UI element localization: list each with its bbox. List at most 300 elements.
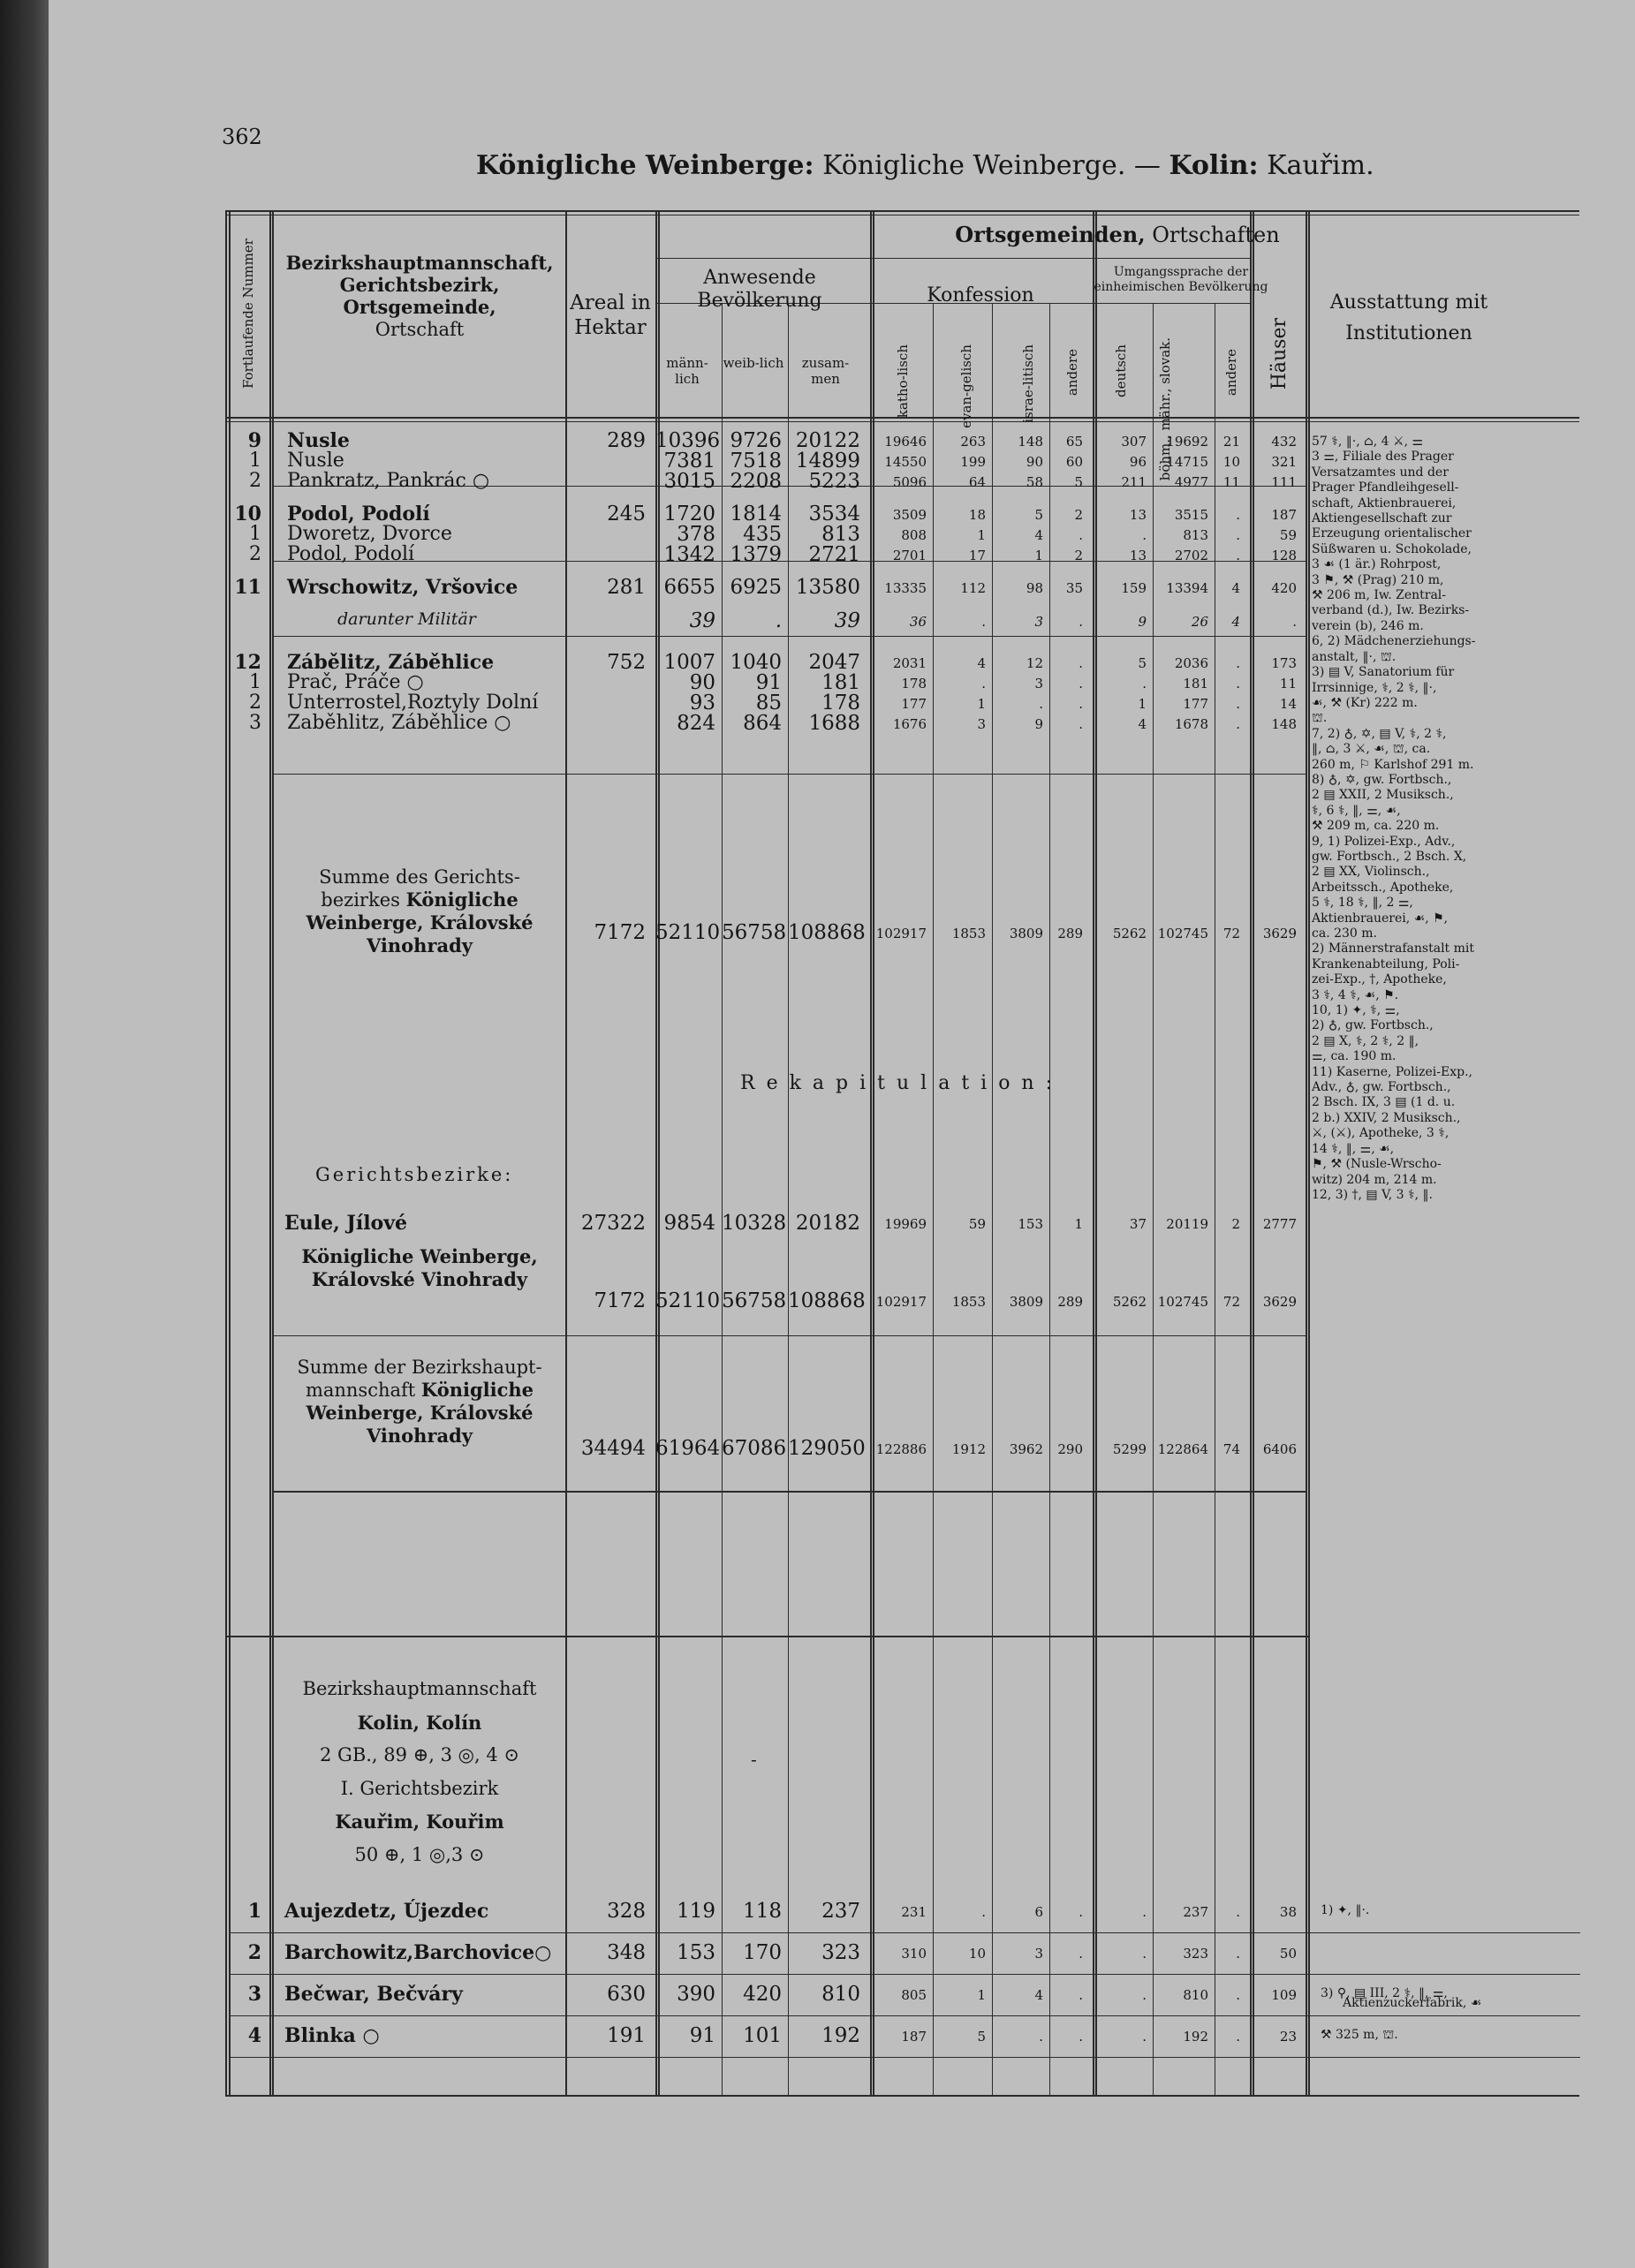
cell-kath: 2701 bbox=[892, 548, 927, 563]
note-line: 2 b.) XXIV, 2 Musiksch., bbox=[1312, 1110, 1461, 1125]
header-lfd-nr: Fortlaufende Nummer bbox=[240, 238, 256, 389]
table-rule bbox=[658, 210, 660, 2095]
cell-w: 864 bbox=[743, 712, 782, 735]
cell-evang: 59 bbox=[968, 1216, 986, 1232]
cell-kath: 13335 bbox=[884, 580, 927, 596]
cell-deutsch: 4 bbox=[1138, 716, 1147, 732]
ortschaft-name: Prač, Práče ○ bbox=[287, 671, 424, 693]
cell-and1: 2 bbox=[1074, 548, 1083, 563]
cell-isr: 4 bbox=[1034, 527, 1043, 543]
cell-and2: . bbox=[1236, 655, 1240, 671]
cell-areal: 191 bbox=[607, 2024, 646, 2047]
cell-haeuser: 3629 bbox=[1262, 1294, 1297, 1310]
cell-m: 153 bbox=[677, 1941, 715, 1964]
gerichtsbezirke-label: Gerichtsbezirke: bbox=[315, 1164, 514, 1185]
cell-z: 20122 bbox=[795, 429, 860, 452]
cell-haeuser: 3629 bbox=[1262, 926, 1297, 941]
cell-haeuser: 23 bbox=[1279, 2029, 1297, 2045]
header-weiblich: weib-lich bbox=[723, 355, 784, 371]
cell-boehm: 237 bbox=[1183, 1904, 1208, 1920]
row-number: 3 bbox=[249, 712, 261, 734]
header-andere: andere bbox=[1064, 349, 1080, 397]
note-line: 7, 2) ♁, ✡, ▤ V, ⚕, 2 ⚕, bbox=[1312, 726, 1447, 741]
ortschaft-name: Pankratz, Pankrác ○ bbox=[287, 470, 490, 492]
cell-isr: 3 bbox=[1034, 676, 1043, 692]
note-line: ⚕, 6 ⚕, ‖, ⚌, ☙, bbox=[1312, 803, 1401, 818]
cell-deutsch: . bbox=[1142, 676, 1147, 692]
table-rule bbox=[229, 2015, 1580, 2016]
note-line: ⚌, ca. 190 m. bbox=[1312, 1049, 1397, 1064]
cell-m: 119 bbox=[677, 1900, 715, 1923]
cell-haeuser: . bbox=[1292, 614, 1297, 630]
cell-haeuser: 2777 bbox=[1262, 1216, 1297, 1232]
cell-m: 1720 bbox=[663, 503, 715, 525]
cell-deutsch: 307 bbox=[1121, 434, 1147, 450]
cell-boehm: 177 bbox=[1183, 696, 1208, 712]
cell-areal: 7172 bbox=[594, 921, 646, 944]
cell-m: 10396 bbox=[655, 429, 721, 452]
cell-z: 108868 bbox=[788, 1289, 866, 1312]
cell-and2: . bbox=[1236, 716, 1240, 732]
ortschaft-name: Blinka ○ bbox=[284, 2024, 380, 2047]
cell-kath: 36 bbox=[909, 614, 927, 630]
cell-isr: 3 bbox=[1034, 1946, 1043, 1962]
cell-areal: 348 bbox=[607, 1941, 646, 1964]
cell-evang: 1 bbox=[977, 1987, 986, 2003]
cell-deutsch: 1 bbox=[1138, 696, 1147, 712]
cell-z: 323 bbox=[821, 1941, 860, 1964]
cell-deutsch: . bbox=[1142, 527, 1147, 543]
cell-z: 14899 bbox=[795, 450, 860, 472]
cell-and1: . bbox=[1079, 1987, 1083, 2003]
cell-areal: 752 bbox=[607, 651, 646, 674]
cell-m: 378 bbox=[677, 523, 715, 546]
cell-m: 1342 bbox=[663, 543, 715, 566]
note-line: 2 Bsch. IX, 3 ▤ (1 d. u. bbox=[1312, 1095, 1456, 1110]
cell-and2: 11 bbox=[1222, 474, 1240, 490]
cell-m: 9854 bbox=[663, 1212, 715, 1235]
table-rule bbox=[229, 1974, 1580, 1975]
cell-and1: 289 bbox=[1057, 926, 1083, 941]
cell-evang: 1 bbox=[977, 696, 986, 712]
cell-m: 39 bbox=[689, 609, 715, 632]
cell-boehm: 181 bbox=[1183, 676, 1208, 692]
book-binding bbox=[0, 0, 49, 2268]
table-rule bbox=[1049, 303, 1050, 2095]
kolin-note-extra: Aktienzuckerfabrik, ☙ bbox=[1343, 1996, 1482, 2010]
table-rule bbox=[1093, 210, 1094, 2095]
cell-deutsch: 13 bbox=[1129, 507, 1147, 523]
cell-m: 824 bbox=[677, 712, 715, 735]
cell-deutsch: 5262 bbox=[1112, 926, 1147, 941]
ortschaft-name: Dworetz, Dvorce bbox=[287, 523, 452, 545]
note-line: gw. Fortbsch., 2 Bsch. X, bbox=[1312, 849, 1467, 864]
cell-m: 6655 bbox=[663, 576, 715, 599]
cell-kath: 1676 bbox=[892, 716, 927, 732]
cell-and2: . bbox=[1236, 527, 1240, 543]
cell-boehm: 1678 bbox=[1174, 716, 1208, 732]
cell-isr: 3809 bbox=[1009, 1294, 1043, 1310]
cell-w: . bbox=[775, 609, 782, 632]
cell-isr: 90 bbox=[1026, 454, 1043, 470]
ortschaft-name: Barchowitz,Barchovice○ bbox=[284, 1941, 552, 1964]
table-rule bbox=[229, 2057, 1580, 2058]
cell-isr: . bbox=[1039, 2029, 1043, 2045]
table-rule bbox=[873, 210, 874, 2095]
cell-z: 181 bbox=[821, 671, 860, 694]
note-line: 10, 1) ✦, ⚕, ⚌, bbox=[1312, 1003, 1400, 1018]
ortschaft-name: Aujezdetz, Újezdec bbox=[284, 1900, 489, 1923]
row-number: 12 bbox=[234, 651, 261, 674]
cell-and2: . bbox=[1236, 1946, 1240, 1962]
cell-areal: 328 bbox=[607, 1900, 646, 1923]
note-line: ca. 230 m. bbox=[1312, 926, 1377, 941]
cell-boehm: 810 bbox=[1183, 1987, 1208, 2003]
title-part: Kolin: bbox=[1169, 150, 1259, 181]
page-title bbox=[476, 150, 1374, 181]
cell-and2: . bbox=[1236, 1904, 1240, 1920]
table-rule bbox=[933, 303, 934, 2095]
summe-gerichtsbezirk: Summe des Gerichts- bezirkes Königliche Weinberge, Královské Vinohrady bbox=[306, 866, 534, 956]
cell-evang: 10 bbox=[968, 1946, 986, 1962]
cell-isr: 148 bbox=[1018, 434, 1043, 450]
ortschaft-name: Zaběhlitz, Záběhlice ○ bbox=[287, 712, 511, 734]
note-line: 3) ▤ V, Sanatorium für bbox=[1312, 665, 1455, 680]
note-line: ⛫. bbox=[1312, 711, 1328, 726]
ortschaft-name: Wrschowitz, Vršovice bbox=[287, 576, 519, 599]
cell-w: 6925 bbox=[730, 576, 782, 599]
ortschaft-name: darunter Militär bbox=[337, 609, 476, 629]
cell-deutsch: 159 bbox=[1121, 580, 1147, 596]
cell-w: 7518 bbox=[730, 450, 782, 472]
note-line: ‖, ⌂, 3 ⚔, ☙, ⛫, ca. bbox=[1312, 742, 1431, 757]
table-rule bbox=[1153, 303, 1154, 2095]
note-line: ⚔, (⚔), Apotheke, 3 ⚕, bbox=[1312, 1126, 1450, 1141]
cell-haeuser: 187 bbox=[1271, 507, 1297, 523]
cell-w: 118 bbox=[743, 1900, 782, 1923]
cell-boehm: 19692 bbox=[1166, 434, 1208, 450]
note-line: 5 ⚕, 18 ⚕, ‖, 2 ⚌, bbox=[1312, 896, 1413, 911]
dash-mark: - bbox=[751, 1749, 757, 1770]
cell-and1: 290 bbox=[1057, 1441, 1083, 1457]
cell-z: 129050 bbox=[788, 1437, 866, 1460]
cell-w: 435 bbox=[743, 523, 782, 546]
table-rule bbox=[1250, 210, 1252, 2095]
ortschaft-name: Podol, Podolí bbox=[287, 503, 430, 525]
cell-deutsch: 37 bbox=[1129, 1216, 1147, 1232]
table-rule bbox=[272, 1491, 1306, 1493]
cell-w: 91 bbox=[755, 671, 782, 694]
cell-and2: . bbox=[1236, 2029, 1240, 2045]
cell-isr: 4 bbox=[1034, 1987, 1043, 2003]
note-line: Süßwaren u. Schokolade, bbox=[1312, 541, 1472, 556]
cell-z: 3534 bbox=[808, 503, 860, 525]
cell-kath: 5096 bbox=[892, 474, 927, 490]
cell-deutsch: . bbox=[1142, 1946, 1147, 1962]
cell-isr: 3962 bbox=[1009, 1441, 1043, 1457]
row-number: 2 bbox=[247, 1941, 261, 1964]
cell-kath: 102917 bbox=[875, 926, 927, 941]
note-line: ⚑, ⚒ (Nusle-Wrscho- bbox=[1312, 1157, 1442, 1172]
cell-evang: 17 bbox=[968, 548, 986, 563]
cell-isr: 58 bbox=[1026, 474, 1043, 490]
cell-evang: 3 bbox=[977, 716, 986, 732]
note-line: zei-Exp., †, Apotheke, bbox=[1312, 972, 1447, 987]
row-number: 10 bbox=[234, 503, 261, 525]
note-line: ⚒ 209 m, ca. 220 m. bbox=[1312, 819, 1440, 834]
ausstattung-note: 1) ✦, ‖·. bbox=[1321, 1903, 1370, 1917]
cell-and1: 65 bbox=[1065, 434, 1083, 450]
cell-deutsch: 9 bbox=[1138, 614, 1147, 630]
table-rule bbox=[655, 210, 657, 2095]
note-line: verein (b), 246 m. bbox=[1312, 618, 1424, 633]
cell-evang: 64 bbox=[968, 474, 986, 490]
cell-m: 3015 bbox=[663, 470, 715, 493]
cell-z: 13580 bbox=[795, 576, 860, 599]
table-rule bbox=[229, 1932, 1580, 1933]
note-line: Erzeugung orientalischer bbox=[1312, 526, 1472, 541]
cell-m: 390 bbox=[677, 1983, 715, 2006]
cell-and2: . bbox=[1236, 696, 1240, 712]
header-katholisch: katho-lisch bbox=[895, 344, 911, 419]
cell-areal: 7172 bbox=[594, 1289, 646, 1312]
note-line: Versatzamtes und der bbox=[1312, 465, 1449, 480]
cell-and2: . bbox=[1236, 548, 1240, 563]
cell-boehm: 14715 bbox=[1166, 454, 1208, 470]
cell-evang: 263 bbox=[960, 434, 986, 450]
note-line: 6, 2) Mädchenerziehungs- bbox=[1312, 634, 1476, 649]
cell-w: 56758 bbox=[722, 921, 787, 944]
gerichtsbezirk-eule: Eule, Jílové bbox=[284, 1212, 408, 1235]
table-rule bbox=[269, 210, 271, 2095]
cell-haeuser: 59 bbox=[1279, 527, 1297, 543]
kolin-header-block: Bezirkshauptmannschaft Kolin, Kolín 2 GB., 89 ⊕, 3 ◎, 4 ⊙ I. Gerichtsbezirk Kauřim, Kouřim 50 ⊕, 1 ◎,3 ⊙ bbox=[302, 1678, 537, 1865]
cell-isr: 9 bbox=[1034, 716, 1043, 732]
cell-areal: 34494 bbox=[580, 1437, 646, 1460]
cell-haeuser: 111 bbox=[1271, 474, 1297, 490]
header-israelitisch: israe-litisch bbox=[1020, 344, 1036, 423]
cell-m: 52110 bbox=[655, 921, 721, 944]
table-rule bbox=[229, 210, 231, 2095]
note-line: 2) ♁, gw. Fortbsch., bbox=[1312, 1018, 1434, 1033]
cell-w: 85 bbox=[755, 692, 782, 714]
cell-deutsch: 96 bbox=[1129, 454, 1147, 470]
ortschaft-name: Podol, Podolí bbox=[287, 543, 415, 565]
header-evangelisch: evan-gelisch bbox=[958, 344, 974, 428]
note-line: ☙, ⚒ (Kr) 222 m. bbox=[1312, 695, 1418, 710]
cell-evang: 1 bbox=[977, 527, 986, 543]
header-umgangssprache: Umgangssprache der einheimischen Bevölkerung bbox=[1094, 265, 1268, 294]
cell-kath: 187 bbox=[901, 2029, 927, 2045]
cell-and2: 10 bbox=[1222, 454, 1240, 470]
cell-z: 20182 bbox=[795, 1212, 860, 1235]
table-rule bbox=[1093, 303, 1250, 304]
cell-kath: 2031 bbox=[892, 655, 927, 671]
note-line: 2 ▤ XX, Violinsch., bbox=[1312, 865, 1430, 880]
cell-evang: 5 bbox=[977, 2029, 986, 2045]
cell-boehm: 20119 bbox=[1166, 1216, 1208, 1232]
cell-haeuser: 50 bbox=[1279, 1946, 1297, 1962]
table-rule bbox=[225, 1636, 1308, 1637]
note-line: witz) 204 m, 214 m. bbox=[1312, 1172, 1437, 1187]
gerichtsbezirk-weinberge: Königliche Weinberge, Královské Vinohrady bbox=[301, 1245, 538, 1290]
cell-boehm: 26 bbox=[1191, 614, 1208, 630]
ausstattung-note: 3) ⚲, ▤ III, 2 ⚕, ‖, ⚌, bbox=[1321, 1986, 1448, 2000]
cell-isr: 3809 bbox=[1009, 926, 1043, 941]
cell-and1: . bbox=[1079, 1946, 1083, 1962]
row-number: 3 bbox=[247, 1983, 261, 2006]
cell-z: 192 bbox=[821, 2024, 860, 2047]
cell-isr: 1 bbox=[1034, 548, 1043, 563]
cell-w: 2208 bbox=[730, 470, 782, 493]
cell-m: 93 bbox=[689, 692, 715, 714]
cell-and2: 4 bbox=[1231, 614, 1240, 630]
cell-and1: 289 bbox=[1057, 1294, 1083, 1310]
rekapitulation-heading: Rekapitulation: bbox=[740, 1072, 1064, 1094]
cell-z: 2721 bbox=[808, 543, 860, 566]
header-andere: andere bbox=[1223, 349, 1239, 397]
table-rule bbox=[225, 210, 227, 2095]
cell-haeuser: 432 bbox=[1271, 434, 1297, 450]
title-part: Königliche Weinberge: bbox=[476, 150, 814, 181]
table-rule bbox=[1095, 210, 1097, 2095]
cell-and1: 2 bbox=[1074, 507, 1083, 523]
row-number: 2 bbox=[249, 543, 261, 565]
cell-deutsch: . bbox=[1142, 1987, 1147, 2003]
cell-isr: 153 bbox=[1018, 1216, 1043, 1232]
header-ausstattung: Ausstattung mit Institutionen bbox=[1329, 291, 1488, 345]
ortschaft-name: Zábělitz, Záběhlice bbox=[287, 651, 495, 674]
cell-haeuser: 148 bbox=[1271, 716, 1297, 732]
cell-boehm: 323 bbox=[1183, 1946, 1208, 1962]
cell-z: 178 bbox=[821, 692, 860, 714]
cell-evang: 112 bbox=[960, 580, 986, 596]
cell-kath: 231 bbox=[901, 1904, 927, 1920]
cell-kath: 19646 bbox=[884, 434, 927, 450]
cell-z: 2047 bbox=[808, 651, 860, 674]
cell-m: 52110 bbox=[655, 1289, 721, 1312]
cell-and1: . bbox=[1079, 1904, 1083, 1920]
cell-haeuser: 14 bbox=[1279, 696, 1297, 712]
cell-and2: 21 bbox=[1222, 434, 1240, 450]
note-line: 57 ⚕, ‖·, ⌂, 4 ⚔, ⚌ bbox=[1312, 435, 1424, 449]
note-line: Adv., ♁, gw. Fortbsch., bbox=[1312, 1080, 1451, 1095]
cell-and2: . bbox=[1236, 1987, 1240, 2003]
note-line: ⚒ 206 m, Iw. Zentral- bbox=[1312, 588, 1447, 603]
note-line: Irrsinnige, ⚕, 2 ⚕, ‖·, bbox=[1312, 680, 1437, 695]
note-line: 2 ▤ X, ⚕, 2 ⚕, 2 ‖, bbox=[1312, 1033, 1419, 1048]
cell-deutsch: 5262 bbox=[1112, 1294, 1147, 1310]
cell-m: 91 bbox=[689, 2024, 715, 2047]
cell-kath: 178 bbox=[901, 676, 927, 692]
note-line: Prager Pfandleihgesell- bbox=[1312, 480, 1459, 495]
table-rule bbox=[225, 210, 1579, 212]
table-rule bbox=[1253, 210, 1254, 2095]
cell-kath: 177 bbox=[901, 696, 927, 712]
cell-w: 101 bbox=[743, 2024, 782, 2047]
cell-areal: 630 bbox=[607, 1983, 646, 2006]
note-line: 3 ⚌, Filiale des Prager bbox=[1312, 450, 1454, 465]
cell-boehm: 2702 bbox=[1174, 548, 1208, 563]
note-line: Aktienbrauerei, ☙, ⚑, bbox=[1312, 911, 1449, 926]
cell-deutsch: . bbox=[1142, 1904, 1147, 1920]
cell-areal: 281 bbox=[607, 576, 646, 599]
table-rule bbox=[1308, 210, 1310, 2095]
cell-evang: 1853 bbox=[951, 926, 986, 941]
cell-m: 61964 bbox=[655, 1437, 721, 1460]
cell-deutsch: 5 bbox=[1138, 655, 1147, 671]
cell-deutsch: 13 bbox=[1129, 548, 1147, 563]
note-line: 14 ⚕, ‖, ⚌, ☙, bbox=[1312, 1141, 1395, 1156]
cell-kath: 102917 bbox=[875, 1294, 927, 1310]
cell-haeuser: 321 bbox=[1271, 454, 1297, 470]
cell-evang: 18 bbox=[968, 507, 986, 523]
table-rule bbox=[1093, 258, 1250, 259]
cell-evang: 1853 bbox=[951, 1294, 986, 1310]
cell-isr: . bbox=[1039, 696, 1043, 712]
table-rule bbox=[1306, 210, 1307, 2095]
cell-z: 810 bbox=[821, 1983, 860, 2006]
cell-isr: 98 bbox=[1026, 580, 1043, 596]
note-line: 12, 3) †, ▤ V, 3 ⚕, ‖. bbox=[1312, 1187, 1433, 1202]
cell-evang: 1912 bbox=[951, 1441, 986, 1457]
note-line: 11) Kaserne, Polizei-Exp., bbox=[1312, 1064, 1472, 1079]
row-number: 2 bbox=[249, 692, 261, 714]
cell-and1: 60 bbox=[1065, 454, 1083, 470]
header-haeuser: Häuser bbox=[1268, 318, 1291, 390]
cell-kath: 808 bbox=[901, 527, 927, 543]
table-rule bbox=[992, 303, 993, 2095]
cell-haeuser: 128 bbox=[1271, 548, 1297, 563]
cell-and1: . bbox=[1079, 614, 1083, 630]
cell-kath: 805 bbox=[901, 1987, 927, 2003]
cell-w: 9726 bbox=[730, 429, 782, 452]
cell-and1: . bbox=[1079, 696, 1083, 712]
cell-and1: 5 bbox=[1074, 474, 1083, 490]
cell-kath: 14550 bbox=[884, 454, 927, 470]
table-rule bbox=[272, 1335, 1306, 1336]
row-number: 1 bbox=[249, 450, 261, 472]
row-number: 9 bbox=[247, 429, 261, 452]
cell-boehm: 122864 bbox=[1157, 1441, 1208, 1457]
cell-isr: 5 bbox=[1034, 507, 1043, 523]
note-line: Krankenabteilung, Poli- bbox=[1312, 956, 1460, 971]
cell-and1: . bbox=[1079, 527, 1083, 543]
cell-and1: 1 bbox=[1074, 1216, 1083, 1232]
header-boehmisch: böhm., mähr., slovak. bbox=[1157, 337, 1173, 481]
note-line: 2 ▤ XXII, 2 Musiksch., bbox=[1312, 788, 1454, 803]
cell-boehm: 102745 bbox=[1157, 926, 1208, 941]
cell-boehm: 3515 bbox=[1174, 507, 1208, 523]
cell-haeuser: 420 bbox=[1271, 580, 1297, 596]
cell-deutsch: 211 bbox=[1121, 474, 1147, 490]
header-konfession: Konfession bbox=[927, 284, 1034, 306]
note-line: Aktiengesellschaft zur bbox=[1312, 511, 1452, 526]
ortschaft-name: Nusle bbox=[287, 429, 350, 452]
cell-haeuser: 109 bbox=[1271, 1987, 1297, 2003]
cell-haeuser: 6406 bbox=[1262, 1441, 1297, 1457]
cell-and2: 72 bbox=[1222, 926, 1240, 941]
cell-and2: 4 bbox=[1231, 580, 1240, 596]
note-line: 3 ⚕, 4 ⚕, ☙, ⚑. bbox=[1312, 987, 1399, 1002]
table-rule bbox=[565, 210, 567, 2095]
cell-haeuser: 11 bbox=[1279, 676, 1297, 692]
ortschaft-name: Bečwar, Bečváry bbox=[284, 1983, 463, 2006]
cell-and1: 35 bbox=[1065, 580, 1083, 596]
cell-areal: 27322 bbox=[580, 1212, 646, 1235]
header-bezirk: Bezirkshauptmannschaft, Gerichtsbezirk, Ortsgemeinde, Ortschaft bbox=[285, 252, 554, 340]
table-rule bbox=[272, 636, 1306, 637]
